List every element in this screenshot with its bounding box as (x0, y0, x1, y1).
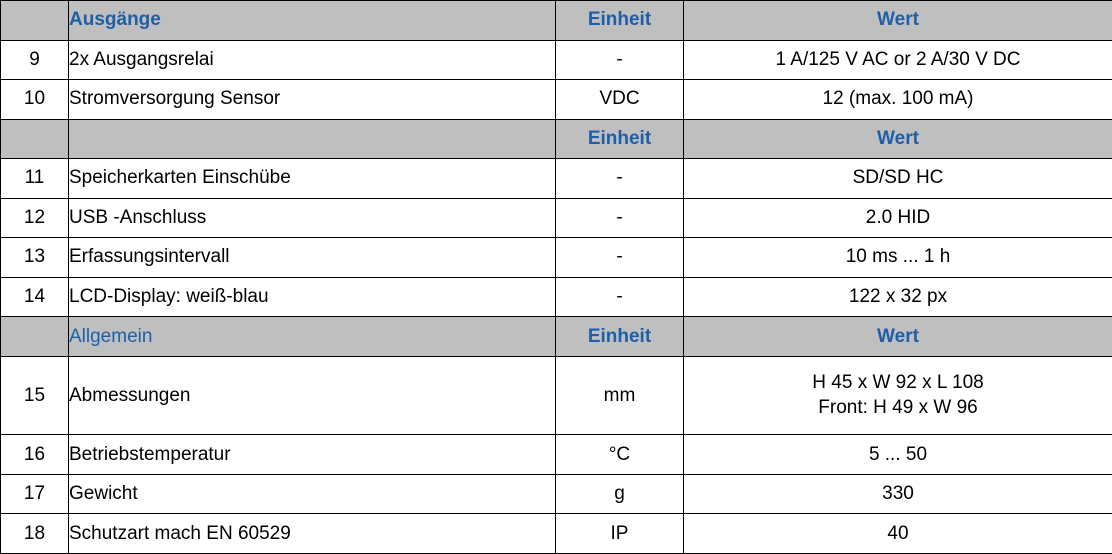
cell-number: 10 (1, 80, 69, 120)
cell-number: 18 (1, 514, 69, 554)
cell-description: Betriebstemperatur (69, 435, 556, 475)
cell-value: 330 (684, 474, 1112, 514)
table-row (1, 198, 1112, 238)
cell-description: Gewicht (69, 474, 556, 514)
cell-value: 40 (684, 514, 1112, 554)
cell-unit: Einheit (556, 119, 684, 159)
cell-description: Schutzart mach EN 60529 (69, 514, 556, 554)
cell-description: USB -Anschluss (69, 198, 556, 238)
cell-unit: - (556, 159, 684, 199)
cell-unit: - (556, 277, 684, 317)
table-row (1, 159, 1112, 199)
cell-value: Wert (684, 119, 1112, 159)
cell-value (684, 356, 1112, 435)
table-row (1, 435, 1112, 475)
table-row (1, 40, 1112, 80)
cell-description: 2x Ausgangsrelai (69, 40, 556, 80)
cell-unit: Einheit (556, 1, 684, 41)
cell-number: 12 (1, 198, 69, 238)
cell-value: Wert (684, 317, 1112, 357)
table-row (1, 238, 1112, 278)
cell-number: 9 (1, 40, 69, 80)
cell-description: Ausgänge (69, 1, 556, 41)
cell-value: 10 ms ... 1 h (684, 238, 1112, 278)
cell-description: Speicherkarten Einschübe (69, 159, 556, 199)
cell-number (1, 119, 69, 159)
cell-unit: Einheit (556, 317, 684, 357)
table-row (1, 277, 1112, 317)
cell-unit: - (556, 40, 684, 80)
cell-description: LCD-Display: weiß-blau (69, 277, 556, 317)
table-header-row (1, 119, 1112, 159)
table-header-row (1, 1, 1112, 41)
table-body (1, 1, 1112, 554)
cell-value-line: Front: H 49 x W 96 (818, 396, 978, 418)
cell-unit: mm (556, 356, 684, 435)
cell-unit: IP (556, 514, 684, 554)
cell-number (1, 317, 69, 357)
cell-value: 122 x 32 px (684, 277, 1112, 317)
cell-description: Stromversorgung Sensor (69, 80, 556, 120)
cell-value: 1 A/125 V AC or 2 A/30 V DC (684, 40, 1112, 80)
table-row (1, 356, 1112, 435)
cell-value: 2.0 HID (684, 198, 1112, 238)
cell-value: 12 (max. 100 mA) (684, 80, 1112, 120)
table-row (1, 514, 1112, 554)
table-header-row (1, 317, 1112, 357)
cell-number: 17 (1, 474, 69, 514)
cell-value: 5 ... 50 (684, 435, 1112, 475)
cell-number: 15 (1, 356, 69, 435)
cell-description (69, 119, 556, 159)
table-row (1, 80, 1112, 120)
cell-description: Abmessungen (69, 356, 556, 435)
cell-number: 13 (1, 238, 69, 278)
cell-unit: - (556, 198, 684, 238)
table-row (1, 474, 1112, 514)
cell-description: Erfassungsintervall (69, 238, 556, 278)
cell-value-line: H 45 x W 92 x L 108 (812, 372, 984, 394)
cell-number: 14 (1, 277, 69, 317)
cell-number: 11 (1, 159, 69, 199)
cell-value: Wert (684, 1, 1112, 41)
cell-unit: VDC (556, 80, 684, 120)
cell-value: SD/SD HC (684, 159, 1112, 199)
cell-unit: g (556, 474, 684, 514)
cell-number (1, 1, 69, 41)
cell-unit: °C (556, 435, 684, 475)
cell-description: Allgemein (69, 317, 556, 357)
cell-number: 16 (1, 435, 69, 475)
cell-unit: - (556, 238, 684, 278)
